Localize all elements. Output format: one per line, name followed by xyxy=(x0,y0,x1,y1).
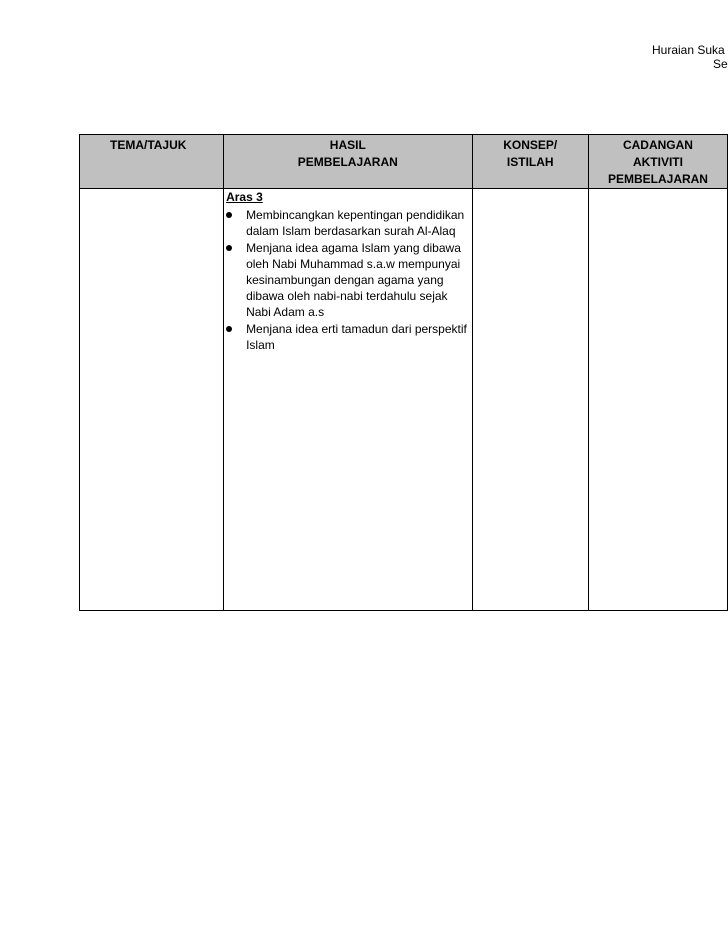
header-konsep-istilah xyxy=(472,135,588,189)
curriculum-table xyxy=(79,134,728,611)
document-header-line-1: Huraian Suka xyxy=(652,43,725,57)
cell-cadangan-aktiviti xyxy=(588,189,727,611)
cell-tema-tajuk xyxy=(80,189,224,611)
list-item: Menjana idea agama Islam yang dibawa oleh Nabi Muhammad s.a.w mempunyai kesinambungan dengan agama yang dibawa oleh nabi-nabi terdahulu sejak Nabi Adam a.s xyxy=(224,240,471,320)
header-tema-tajuk-label: TEMA/TAJUK xyxy=(110,138,187,152)
header-cadangan-aktiviti xyxy=(588,135,727,189)
document-header-line-2: Se xyxy=(713,57,728,71)
header-cadangan-line-1: CADANGAN xyxy=(622,138,693,152)
cell-konsep-istilah xyxy=(472,189,588,611)
header-cadangan-line-2: AKTIVITI xyxy=(632,155,683,169)
aras-heading: Aras 3 xyxy=(226,190,263,204)
header-hasil-line-2: PEMBELAJARAN xyxy=(297,155,398,169)
list-item: Menjana idea erti tamadun dari perspektif Islam xyxy=(224,321,471,353)
cell-hasil-pembelajaran xyxy=(224,189,472,611)
header-tema-tajuk xyxy=(80,135,224,189)
learning-outcomes-list xyxy=(224,207,471,353)
table-header-row xyxy=(80,135,728,189)
header-cadangan-line-3: PEMBELAJARAN xyxy=(607,172,708,186)
header-hasil-pembelajaran xyxy=(224,135,472,189)
list-item: Membincangkan kepentingan pendidikan dalam Islam berdasarkan surah Al-Alaq xyxy=(224,207,471,239)
header-hasil-line-1: HASIL xyxy=(329,138,366,152)
table-row xyxy=(80,189,728,611)
header-konsep-line-1: KONSEP/ xyxy=(503,138,558,152)
header-konsep-line-2: ISTILAH xyxy=(506,155,554,169)
